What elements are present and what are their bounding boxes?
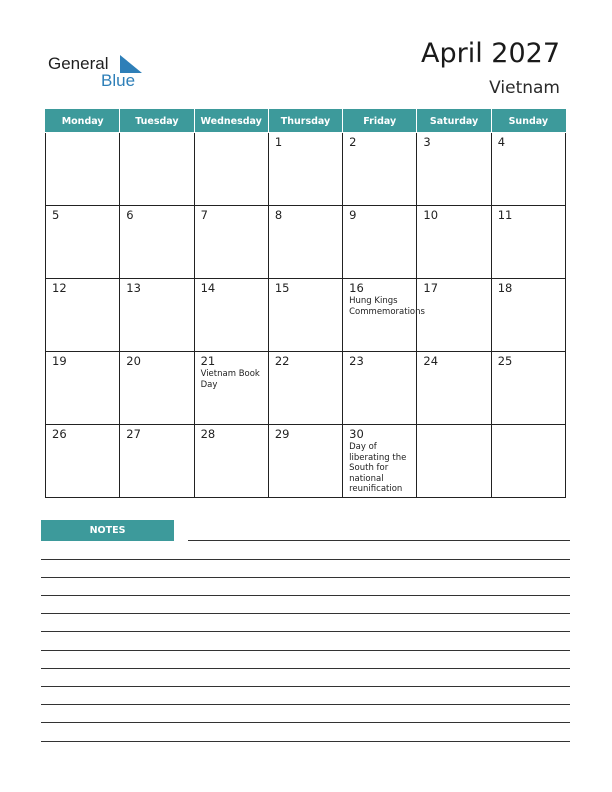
notes-line xyxy=(41,668,570,669)
weekday-header: Saturday xyxy=(417,110,491,133)
day-number: 24 xyxy=(423,354,439,368)
weekday-header: Sunday xyxy=(491,110,565,133)
day-number: 18 xyxy=(497,281,513,295)
notes-line xyxy=(41,722,570,723)
notes-line xyxy=(41,704,570,705)
notes-line xyxy=(188,540,570,541)
day-cell xyxy=(491,133,565,206)
day-cell xyxy=(120,206,194,279)
country-name: Vietnam xyxy=(489,78,560,98)
notes-line xyxy=(41,741,570,742)
day-cell xyxy=(343,206,417,279)
day-number: 3 xyxy=(423,135,431,149)
day-number: 23 xyxy=(349,354,364,368)
day-number: 29 xyxy=(274,427,290,441)
weekday-header: Friday xyxy=(343,110,417,133)
day-cell xyxy=(120,425,194,498)
day-number: 30 xyxy=(349,427,364,441)
notes-line xyxy=(41,613,570,614)
day-number: 25 xyxy=(497,354,513,368)
day-number: 4 xyxy=(497,135,506,149)
day-number: 14 xyxy=(200,281,216,295)
weekday-header: Monday xyxy=(46,110,120,133)
day-cell xyxy=(194,279,268,352)
day-number: 11 xyxy=(497,208,513,222)
day-number: 1 xyxy=(274,135,283,149)
day-cell xyxy=(120,352,194,425)
holiday-label: Vietnam Book Day xyxy=(200,369,260,390)
notes-label: NOTES xyxy=(41,520,174,541)
day-number: 16 xyxy=(349,281,364,295)
day-number: 2 xyxy=(349,135,357,149)
day-cell xyxy=(417,133,491,206)
day-cell xyxy=(194,352,268,425)
day-cell xyxy=(46,425,120,498)
day-cell xyxy=(46,206,120,279)
day-cell xyxy=(46,279,120,352)
day-cell xyxy=(491,206,565,279)
day-cell xyxy=(343,133,417,206)
day-number: 27 xyxy=(126,427,141,441)
day-cell xyxy=(120,133,194,206)
page-title: April 2027 xyxy=(420,38,560,69)
weekday-header: Thursday xyxy=(268,110,342,133)
day-cell xyxy=(46,352,120,425)
day-cell xyxy=(491,425,565,498)
week-row xyxy=(46,352,566,425)
day-number: 15 xyxy=(274,281,290,295)
day-number: 28 xyxy=(200,427,216,441)
day-cell xyxy=(491,279,565,352)
day-number: 6 xyxy=(126,208,134,222)
day-cell xyxy=(46,133,120,206)
notes-line xyxy=(41,686,570,687)
week-row xyxy=(46,425,566,498)
notes-line xyxy=(41,650,570,651)
week-row xyxy=(46,279,566,352)
day-cell xyxy=(268,133,342,206)
notes-line xyxy=(41,631,570,632)
day-cell xyxy=(417,206,491,279)
logo-word-general: General xyxy=(48,54,109,73)
holiday-label: Hung Kings Commemorations xyxy=(349,296,425,317)
day-cell xyxy=(268,206,342,279)
week-row xyxy=(46,206,566,279)
day-number: 22 xyxy=(274,354,290,368)
day-cell xyxy=(343,279,425,352)
day-cell xyxy=(194,206,268,279)
day-number: 19 xyxy=(52,354,67,368)
day-cell xyxy=(120,279,194,352)
weekday-header: Wednesday xyxy=(194,110,268,133)
day-cell xyxy=(343,352,417,425)
weekday-header-row xyxy=(46,110,566,133)
day-number: 7 xyxy=(200,208,208,222)
day-cell xyxy=(417,425,491,498)
day-number: 26 xyxy=(52,427,67,441)
day-number: 8 xyxy=(274,208,283,222)
day-number: 12 xyxy=(52,281,67,295)
weekday-header: Tuesday xyxy=(120,110,194,133)
day-cell xyxy=(268,279,342,352)
day-number: 20 xyxy=(126,354,141,368)
notes-line xyxy=(41,577,570,578)
day-cell xyxy=(268,425,342,498)
day-cell xyxy=(194,133,268,206)
day-number: 9 xyxy=(349,208,357,222)
logo-word-blue: Blue xyxy=(101,71,136,90)
day-number: 17 xyxy=(423,281,439,295)
logo xyxy=(48,54,158,94)
day-number: 10 xyxy=(423,208,439,222)
notes-line xyxy=(41,559,570,560)
notes-line xyxy=(41,595,570,596)
day-number: 21 xyxy=(200,354,216,368)
day-cell xyxy=(491,352,565,425)
day-cell xyxy=(268,352,342,425)
week-row xyxy=(46,133,566,206)
day-number: 13 xyxy=(126,281,141,295)
day-number: 5 xyxy=(52,208,60,222)
day-cell xyxy=(343,425,417,498)
day-cell xyxy=(417,279,491,352)
day-cell xyxy=(417,352,491,425)
holiday-label: Day of liberating the South for national reunification xyxy=(349,442,407,494)
calendar-grid xyxy=(45,109,566,498)
day-cell xyxy=(194,425,268,498)
